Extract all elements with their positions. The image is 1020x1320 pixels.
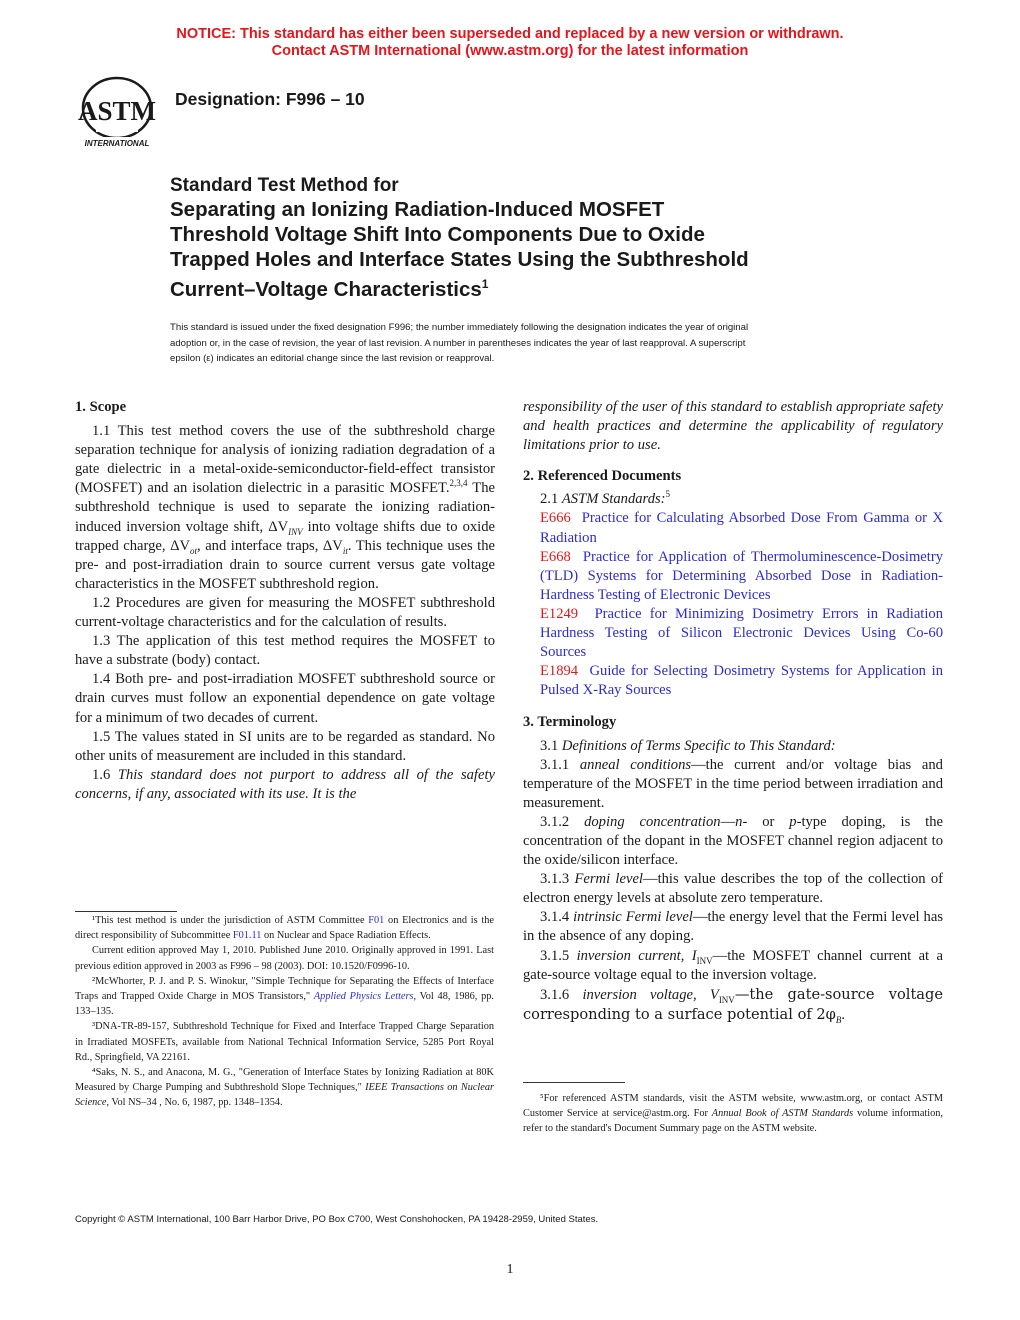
- scope-1-1-sub-ot: ot: [190, 545, 198, 556]
- footnote-1: [75, 913, 494, 943]
- scope-1-1-text-e: . This technique uses the pre- and post-irradiation drain to source current versus gate voltage characteristics in the MOSFET subthreshold region.: [75, 537, 495, 592]
- term-end: .: [841, 1006, 846, 1023]
- term-inversion-voltage: [523, 985, 943, 1025]
- scope-1-1-text-c: into voltage shifts due to oxide trapped charge, ΔV: [75, 518, 495, 554]
- scope-para-1-3: 1.3 The application of this test method requires the MOSFET to have a substrate (body) contact.: [75, 633, 495, 669]
- scope-1-6-italic: This standard does not purport to address all of the safety concerns, if any, associated with its use. It is the: [75, 766, 495, 802]
- referenced-documents-list: [523, 509, 943, 700]
- applied-physics-letters-link[interactable]: Applied Physics Letters: [313, 991, 414, 1003]
- scope-1-1-sub-it: it: [342, 545, 348, 556]
- title-prefix: Standard Test Method for: [170, 175, 399, 196]
- term-name: inversion voltage, V: [582, 986, 719, 1003]
- term-number: 3.1.2: [540, 813, 585, 830]
- footnote-2-text-b: , Vol 48, 1986, pp. 133–135.: [75, 991, 495, 1018]
- footnote-4-text-b: , Vol NS–34 , No. 6, 1987, pp. 1348–1354.: [106, 1097, 283, 1109]
- scope-para-1-6-continued: [523, 398, 943, 455]
- term-definition: —the gate-source voltage corresponding to a surface potential of 2φ: [523, 985, 943, 1023]
- title-line-2: Threshold Voltage Shift Into Components Due to Oxide: [170, 223, 705, 246]
- footnote-1-text-b: on Electronics and is the direct responsibility of Subcommittee: [75, 915, 494, 942]
- committee-f01-link[interactable]: F01: [368, 915, 385, 926]
- reference-item[interactable]: [523, 605, 943, 662]
- footnote-5-text-a: ⁵For referenced ASTM standards, visit the ASTM website, www.astm.org, or contact ASTM Customer Service at service@astm.org. For: [523, 1093, 943, 1120]
- footnote-1-text-a: ¹This test method is under the jurisdiction of ASTM Committee: [92, 915, 369, 926]
- footnote-2-text-a: ²McWhorter, P. J. and P. S. Winokur, "Simple Technique for Separating the Effects of Interface Traps and Trapped Oxide Charge in MOS Transistors,": [75, 975, 494, 1003]
- scope-para-1-5: 1.5 The values stated in SI units are to be regarded as standard. No other units of measurement are included in this standard.: [75, 728, 495, 764]
- footnote-5: [523, 1091, 943, 1137]
- term-number: 3.1.6: [540, 986, 583, 1003]
- scope-heading: 1. Scope: [75, 399, 127, 415]
- notice-line-1: NOTICE: This standard has either been superseded and replaced by a new version or withdrawn.: [176, 26, 844, 42]
- fixed-designation-note: [170, 320, 850, 367]
- logo-subtitle: INTERNATIONAL: [84, 139, 150, 148]
- title-line-1: Separating an Ionizing Radiation-Induced MOSFET: [170, 198, 665, 221]
- left-column: [75, 398, 495, 804]
- reference-title[interactable]: Practice for Minimizing Dosimetry Errors in Radiation Hardness Testing of Silicon Electronic Devices Using Co-60 Sources: [540, 605, 943, 661]
- terminology-heading: 3. Terminology: [523, 714, 617, 731]
- term-name: doping concentration: [584, 813, 721, 830]
- footnote-5-text-b: volume information, refer to the standard's Document Summary page on the ASTM website.: [523, 1108, 943, 1135]
- term-number: 3.1.3: [540, 871, 575, 888]
- title-line-4: [170, 272, 870, 302]
- term-doping-concentration: [523, 813, 943, 870]
- notice-line-2: Contact ASTM International (www.astm.org) for the latest information: [271, 43, 749, 59]
- logo-letters: ASTM: [77, 96, 157, 126]
- title-line-4-text: Current–Voltage Characteristics: [170, 277, 482, 301]
- astm-standards-footnote-ref: 5: [665, 489, 671, 500]
- astm-standards-label: [523, 490, 943, 509]
- title-footnote-mark: 1: [481, 277, 489, 291]
- reference-item[interactable]: [523, 509, 943, 547]
- term-name: intrinsic Fermi level: [573, 909, 693, 926]
- astm-standards-number: 2.1: [540, 491, 562, 508]
- term-subscript-b: B: [835, 1014, 842, 1025]
- definitions-text: Definitions of Terms Specific to This Standard:: [561, 737, 836, 754]
- term-definition: -type doping, is the concentration of the dopant in the MOSFET channel region adjacent to the oxide/silicon interface.: [523, 813, 943, 869]
- page-number: 1: [506, 1262, 514, 1277]
- reference-title[interactable]: Guide for Selecting Dosimetry Systems for Application in Pulsed X-Ray Sources: [540, 663, 943, 699]
- term-anneal-conditions: [523, 756, 943, 813]
- term-inversion-current: [523, 947, 943, 985]
- astm-logo: [72, 74, 162, 152]
- reference-code[interactable]: E666: [540, 510, 571, 527]
- title-line-3: Trapped Holes and Interface States Using the Subthreshold: [170, 248, 749, 271]
- footnote-4: [75, 1065, 494, 1111]
- scope-1-6-italic-continued: responsibility of the user of this standard to establish appropriate safety and health practices and determine the applicability of regulatory limitations prior to use.: [523, 399, 943, 454]
- term-name: anneal conditions: [579, 756, 692, 773]
- designation: Designation: F996 – 10: [175, 89, 365, 109]
- right-column: [523, 398, 943, 1025]
- footnote-2: [75, 974, 494, 1020]
- reference-title[interactable]: Practice for Application of Thermoluminescence-Dosimetry (TLD) Systems for Determining Absorbed Dose in Radiation-Hardness Testing of Electronic Devices: [540, 548, 943, 603]
- footnote-rule-right: [523, 1082, 625, 1083]
- fixed-note-line-1: This standard is issued under the fixed designation F996; the number immediately following the designation indicates the year of original: [170, 322, 749, 333]
- scope-para-1-4: 1.4 Both pre- and post-irradiation MOSFET subthreshold source or drain curves must follow an exponential dependence on gate voltage for a minimum of two decades of current.: [75, 671, 495, 726]
- reference-title[interactable]: Practice for Calculating Absorbed Dose From Gamma or X Radiation: [540, 510, 943, 546]
- footnote-4-text-a: ⁴Saks, N. S., and Anacona, M. G., "Generation of Interface States by Ionizing Radiation at 80K Measured by Charge Pumping and Subthreshold Slope Techniques,": [75, 1067, 494, 1094]
- term-fermi-level: [523, 870, 943, 908]
- reference-item[interactable]: [523, 548, 943, 605]
- footnote-5-book: Annual Book of ASTM Standards: [711, 1108, 854, 1120]
- term-number: 3.1.5: [540, 947, 577, 964]
- term-definition: —this value describes the top of the collection of electron energy levels at absolute zero temperature.: [523, 871, 944, 907]
- fixed-note-line-3: epsilon (ε) indicates an editorial change since the last revision or reapproval.: [170, 353, 495, 365]
- subcommittee-f01-11-link[interactable]: F01.11: [232, 930, 262, 942]
- term-p-type: p: [789, 813, 797, 830]
- astm-standards-text: ASTM Standards:: [561, 491, 666, 508]
- scope-1-6-number: 1.6: [92, 766, 118, 783]
- document-title: [170, 175, 870, 302]
- definitions-number: 3.1: [540, 737, 562, 754]
- term-n-type: n-: [735, 813, 748, 830]
- term-name: Fermi level: [574, 871, 643, 888]
- referenced-documents-heading: 2. Referenced Documents: [523, 468, 682, 485]
- copyright-line: Copyright © ASTM International, 100 Barr Harbor Drive, PO Box C700, West Conshohocken, PA 19428-2959, United States.: [75, 1214, 599, 1225]
- term-number: 3.1.1: [540, 756, 580, 773]
- reference-code[interactable]: E1894: [540, 663, 579, 680]
- term-definition: —the energy level that the Fermi level has in the absence of any doping.: [523, 909, 944, 945]
- reference-code[interactable]: E1249: [540, 605, 579, 622]
- footnote-rule-left: [75, 911, 177, 912]
- footnote-4-journal: IEEE Transactions on Nuclear Science: [75, 1082, 494, 1109]
- footnote-1-edition: Current edition approved May 1, 2010. Published June 2010. Originally approved in 1991. Last previous edition approved in 2003 as F996 – 98 (2003). DOI: 10.1520/F0996-10.: [75, 945, 494, 972]
- definitions-label: [523, 737, 943, 756]
- term-or: or: [747, 813, 790, 830]
- term-definition: —the MOSFET channel current at a gate-source voltage equal to the inversion voltage.: [523, 947, 943, 983]
- footnotes-left: [75, 913, 494, 1111]
- scope-para-1-2: 1.2 Procedures are given for measuring the MOSFET subthreshold current-voltage characteristics and for the calculation of results.: [75, 594, 495, 631]
- reference-code[interactable]: E668: [540, 548, 571, 565]
- scope-1-1-footnote-refs: 2,3,4: [449, 478, 468, 489]
- footnote-1-text-c: on Nuclear and Space Radiation Effects.: [261, 930, 431, 942]
- fixed-note-line-2: adoption or, in the case of revision, the year of last revision. A number in parentheses indicates the year of last reapproval. A superscript: [170, 337, 746, 349]
- scope-para-1-6: [75, 766, 495, 804]
- footnote-3: ³DNA-TR-89-157, Subthreshold Technique for Fixed and Interface Trapped Charge Separation in Irradiated MOSFETs, available from National Technical Information Service, 5285 Port Royal Rd., Springfield, VA 22161.: [75, 1021, 494, 1063]
- scope-1-1-text-a: 1.1 This test method covers the use of the subthreshold charge separation technique for analysis of ionizing radiation degradation of a gate dielectric in a metal-oxide-semiconductor-field-effect transistor (MOSFET) and an isolation dielectric in a parasitic MOSFET.: [75, 423, 495, 497]
- term-intrinsic-fermi-level: [523, 908, 943, 946]
- scope-1-1-sub-inv: INV: [288, 526, 303, 537]
- withdrawal-notice: [0, 26, 1020, 60]
- term-definition: —the current and/or voltage bias and temperature of the MOSFET in the time period between irradiation and measurement.: [523, 756, 943, 811]
- term-dash: —: [720, 813, 736, 830]
- scope-para-1-1: [75, 422, 495, 594]
- footnotes-right: [523, 1091, 943, 1137]
- astm-logo-graphic: [72, 74, 162, 152]
- scope-1-1-text-d: , and interface traps, ΔV: [197, 537, 343, 554]
- term-name: inversion current, I: [576, 947, 697, 964]
- scope-1-1-text-b: The subthreshold technique is used to separate the ionizing radiation-induced inversion voltage shift, ΔV: [75, 480, 495, 535]
- term-number: 3.1.4: [540, 909, 574, 926]
- term-subscript: INV: [696, 955, 713, 966]
- reference-item[interactable]: [523, 662, 943, 700]
- term-subscript: INV: [718, 994, 735, 1005]
